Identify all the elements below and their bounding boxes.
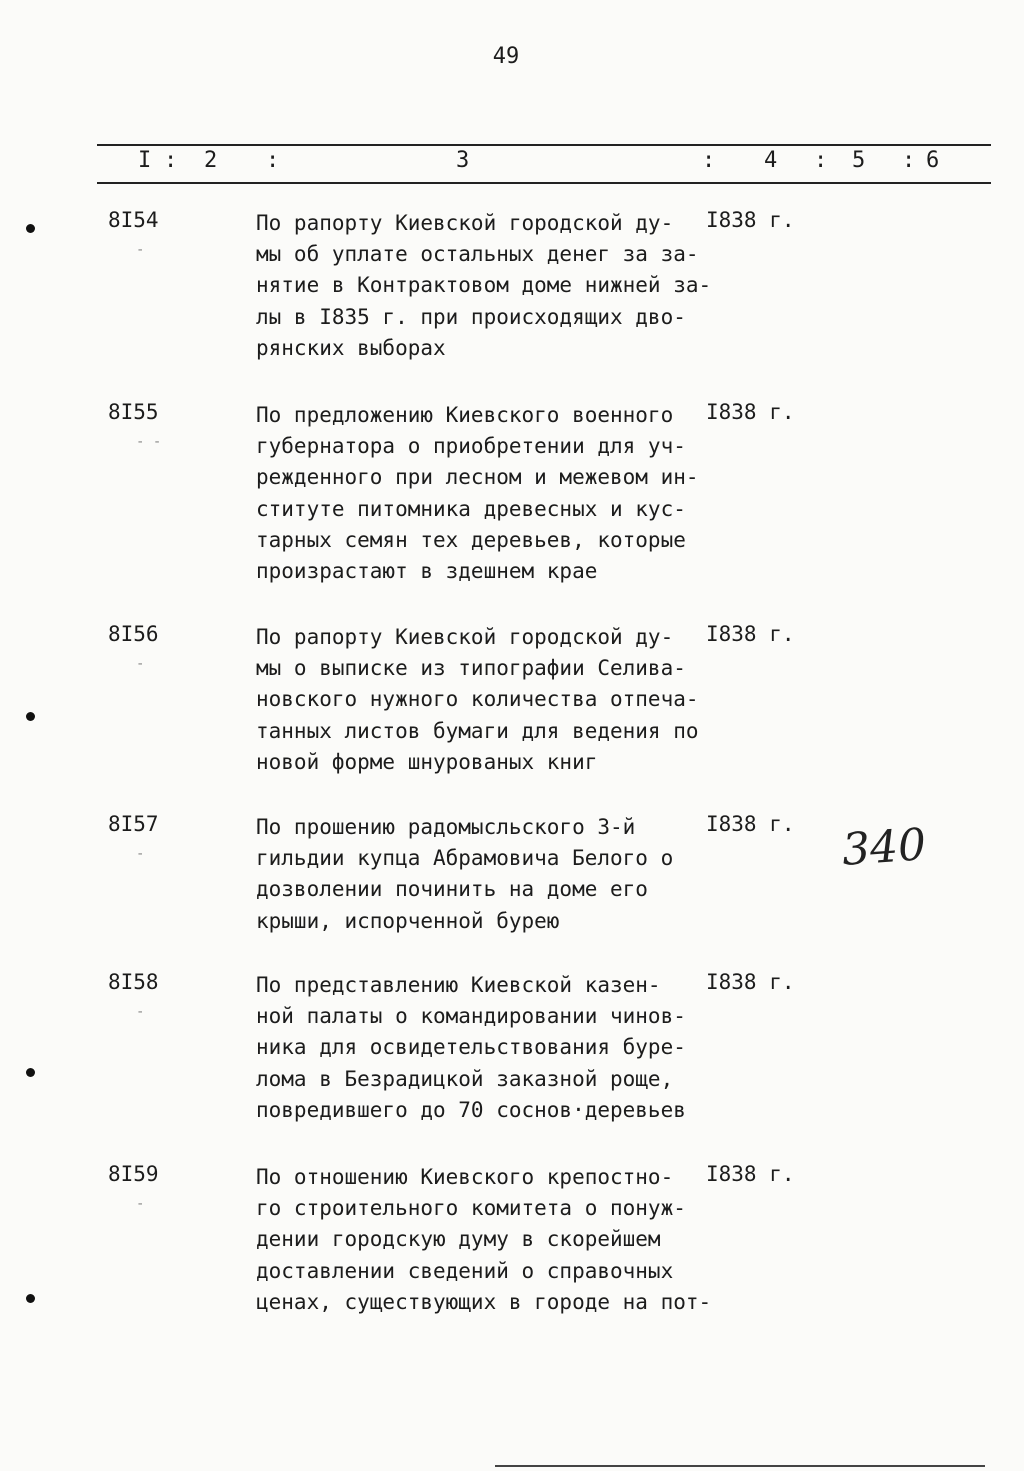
entry-mark: -: [136, 846, 145, 862]
entry-mark: -: [136, 1196, 145, 1212]
col-header-1: I: [138, 148, 152, 173]
entry-number: 8I57: [108, 812, 159, 836]
col-separator: :: [902, 148, 916, 173]
col-header-6: 6: [926, 148, 940, 173]
entry-description: [256, 970, 726, 1126]
entry-line: новой форме шнурованых книг: [256, 749, 598, 774]
entry-year: I838 г.: [706, 208, 795, 232]
header-top-rule: [97, 144, 991, 146]
entry-line: мы о выписке из типографии Селива-: [256, 656, 686, 681]
entry-line: режденного при лесном и межевом ин-: [256, 465, 699, 490]
entry-description: [256, 812, 726, 937]
entry-line: По отношению Киевского крепостно-: [256, 1165, 674, 1189]
col-separator: :: [702, 148, 716, 173]
entry-line: повредившего до 70 соснов·деревьев: [256, 1097, 686, 1122]
entry-number: 8I59: [108, 1162, 159, 1186]
entry-line: тарных семян тех деревьев, которые: [256, 527, 686, 552]
entry-description: [256, 400, 726, 587]
entry-line: гильдии купца Абрамовича Белого о: [256, 846, 674, 871]
entry-line: лы в I835 г. при происходящих дво-: [256, 304, 686, 329]
entry-line: дении городскую думу в скорейшем: [256, 1227, 661, 1252]
entry-line: губернатора о приобретении для уч-: [256, 434, 686, 459]
entry-line: новского нужного количества отпеча-: [256, 687, 699, 712]
entry-line: танных листов бумаги для ведения по: [256, 718, 699, 743]
handwritten-margin-note: 340: [840, 819, 928, 876]
entry-mark: -: [136, 242, 145, 258]
entry-line: По прошению радомысльского 3-й: [256, 815, 636, 839]
entry-mark: -: [136, 656, 145, 672]
col-header-3: 3: [456, 148, 470, 173]
entry-year: I838 г.: [706, 400, 795, 424]
entry-line: произрастают в здешнем крае: [256, 559, 598, 584]
entry-line: По рапорту Киевской городской ду-: [256, 211, 674, 235]
entry-line: рянских выборах: [256, 335, 446, 360]
header-bottom-rule: [97, 182, 991, 184]
entry-number: 8I56: [108, 622, 159, 646]
entry-line: нятие в Контрактовом доме нижней за-: [256, 273, 712, 298]
entry-number: 8I58: [108, 970, 159, 994]
col-header-2: 2: [204, 148, 218, 173]
entry-line: дозволении починить на доме его: [256, 877, 648, 902]
entry-description: [256, 208, 726, 364]
entry-description: [256, 1162, 726, 1318]
col-header-4: 4: [764, 148, 778, 173]
entry-mark: - -: [136, 434, 162, 450]
entry-number: 8I54: [108, 208, 159, 232]
entry-year: I838 г.: [706, 970, 795, 994]
entry-line: ценах, существующих в городе на пот-: [256, 1289, 712, 1314]
entry-line: го строительного комитета о понуж-: [256, 1196, 686, 1221]
page-number: 49: [492, 44, 520, 69]
entry-mark: -: [136, 1004, 145, 1020]
entry-line: ституте питомника древесных и кус-: [256, 496, 686, 521]
entry-year: I838 г.: [706, 812, 795, 836]
entry-line: крыши, испорченной бурею: [256, 908, 560, 933]
entry-line: По рапорту Киевской городской ду-: [256, 625, 674, 649]
entry-line: доставлении сведений о справочных: [256, 1258, 674, 1283]
binding-hole-icon: [26, 1294, 35, 1303]
entry-line: ника для освидетельствования буре-: [256, 1035, 686, 1060]
binding-hole-icon: [26, 1068, 35, 1077]
entry-year: I838 г.: [706, 622, 795, 646]
entry-line: По предложению Киевского военного: [256, 403, 674, 427]
footer-rule: [495, 1465, 985, 1467]
entry-line: лома в Безрадицкой заказной роще,: [256, 1066, 674, 1091]
entry-line: мы об уплате остальных денег за за-: [256, 242, 699, 267]
entry-number: 8I55: [108, 400, 159, 424]
entry-line: По представлению Киевской казен-: [256, 973, 661, 997]
entry-description: [256, 622, 726, 778]
col-separator: :: [814, 148, 828, 173]
entry-line: ной палаты о командировании чинов-: [256, 1004, 686, 1029]
col-separator: :: [266, 148, 280, 173]
binding-hole-icon: [26, 712, 35, 721]
col-separator: :: [164, 148, 178, 173]
binding-hole-icon: [26, 224, 35, 233]
col-header-5: 5: [852, 148, 866, 173]
entry-year: I838 г.: [706, 1162, 795, 1186]
